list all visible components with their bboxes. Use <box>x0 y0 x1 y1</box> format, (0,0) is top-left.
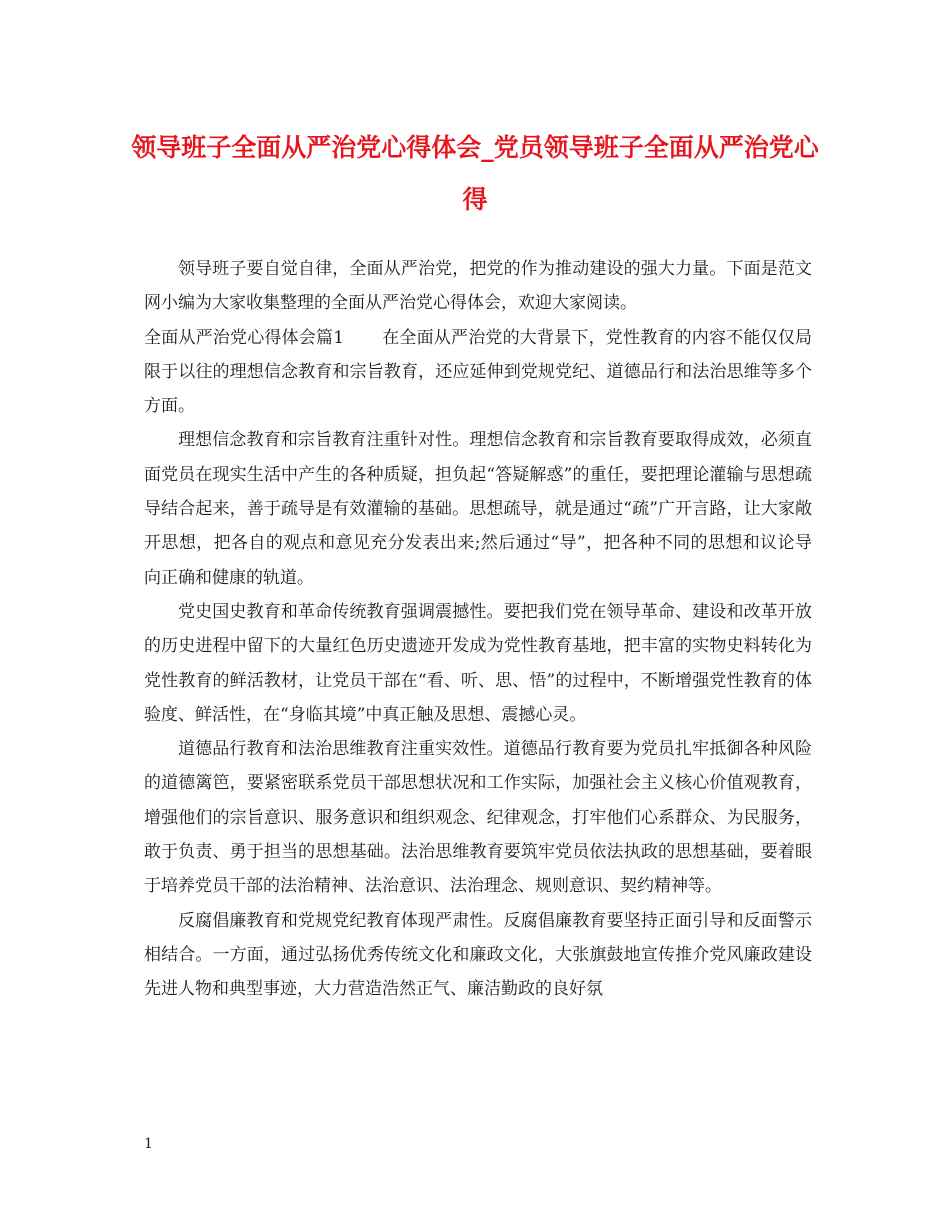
body-paragraph: 反腐倡廉教育和党规党纪教育体现严肃性。反腐倡廉教育要坚持正面引导和反面警示相结合。一方面，通过弘扬优秀传统文化和廉政文化，大张旗鼓地宣传推介党风廉政建设先进人物和典型事迹，大力营造浩然正气、廉洁勤政的良好氛 <box>144 910 812 1000</box>
section-heading: 全面从严治党心得体会篇1 <box>144 327 345 348</box>
body-paragraph: 党史国史教育和革命传统教育强调震撼性。要把我们党在领导革命、建设和改革开放的历史进程中留下的大量红色历史遗迹开发成为党性教育基地，把丰富的实物史料转化为党性教育的鲜活教材，让党员干部在“看、听、思、悟”的过程中，不断增强党性教育的体验度、鲜活性，在“身临其境”中真正触及思想、震撼心灵。 <box>144 601 812 725</box>
page-number: 1 <box>144 1136 153 1152</box>
body-paragraph: 道德品行教育和法治思维教育注重实效性。道德品行教育要为党员扎牢抵御各种风险的道德篱笆，要紧密联系党员干部思想状况和工作实际，加强社会主义核心价值观教育，增强他们的宗旨意识、服务意识和组织观念、纪律观念，打牢他们心系群众、为民服务，敢于负责、勇于担当的思想基础。法治思维教育要筑牢党员依法执政的思想基础，要着眼于培养党员干部的法治精神、法治意识、法治理念、规则意识、契约精神等。 <box>144 739 812 897</box>
section-paragraph <box>144 321 812 424</box>
section-lead: 在全面从严治党的大背景下，党性教育的内容不能仅仅局限于以往的理想信念教育和宗旨教育，还应延伸到党规党纪、道德品行和法治思维等多个方面。 <box>144 327 812 417</box>
document-title: 领导班子全面从严治党心得体会_党员领导班子全面从严治党心得 <box>131 133 819 214</box>
intro-paragraph: 领导班子要自觉自律，全面从严治党，把党的作为推动建设的强大力量。下面是范文网小编为大家收集整理的全面从严治党心得体会，欢迎大家阅读。 <box>144 259 812 314</box>
document-body <box>144 252 812 1007</box>
body-paragraph: 理想信念教育和宗旨教育注重针对性。理想信念教育和宗旨教育要取得成效，必须直面党员在现实生活中产生的各种质疑，担负起“答疑解惑”的重任，要把理论灌输与思想疏导结合起来，善于疏导是有效灌输的基础。思想疏导，就是通过“疏”广开言路，让大家敞开思想，把各自的观点和意见充分发表出来;然后通过“导”，把各种不同的思想和议论导向正确和健康的轨道。 <box>144 430 812 588</box>
